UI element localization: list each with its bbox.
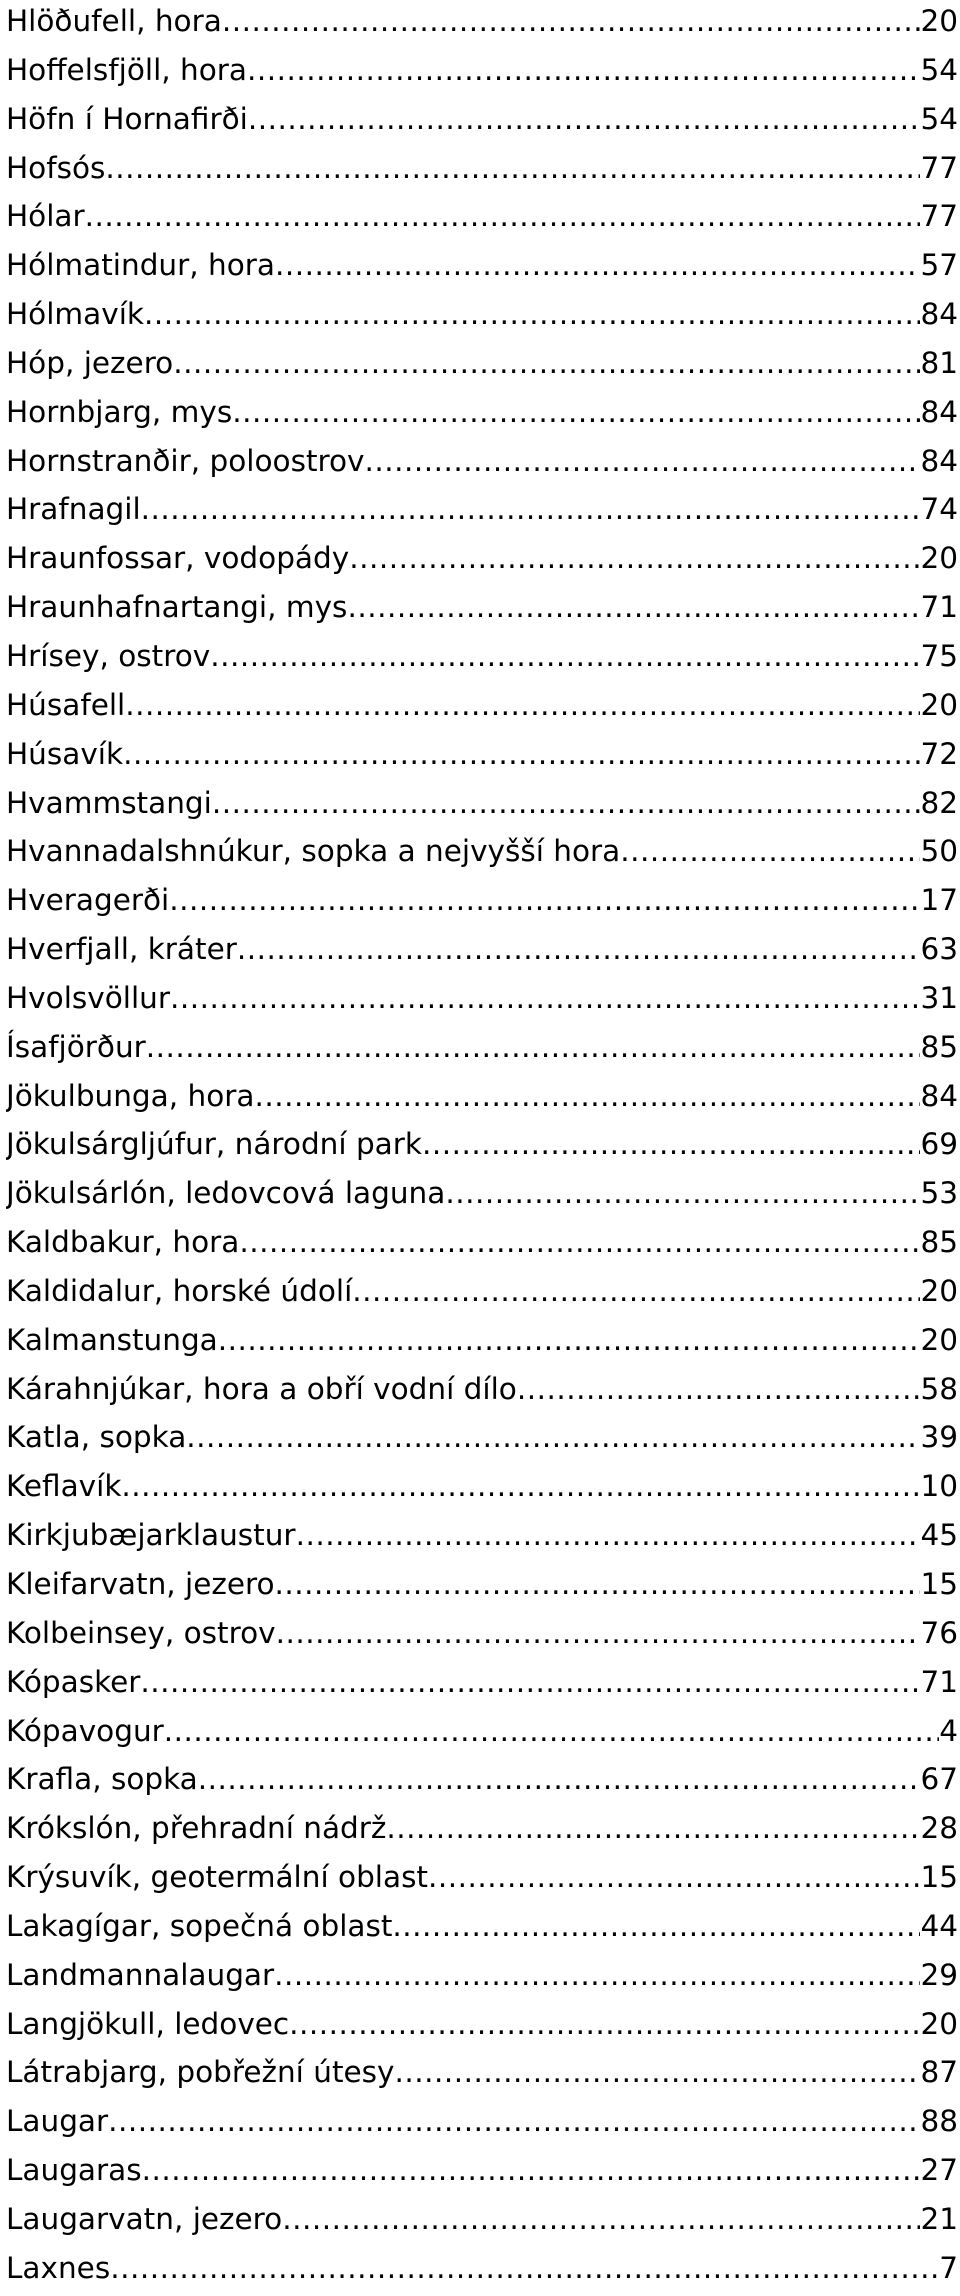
dot-leader bbox=[274, 1955, 920, 1995]
index-entry bbox=[6, 879, 958, 928]
entry-page-number: 77 bbox=[920, 199, 958, 234]
index-entry bbox=[6, 1319, 958, 1368]
entry-page-number: 72 bbox=[920, 736, 958, 771]
entry-page-number: 69 bbox=[920, 1127, 958, 1162]
dot-leader bbox=[123, 734, 920, 774]
entry-name: Jökulsárlón, ledovcová laguna bbox=[6, 1176, 446, 1211]
dot-leader bbox=[347, 587, 920, 627]
dot-leader bbox=[445, 1173, 920, 1213]
index-entry bbox=[6, 1368, 958, 1417]
entry-name: Keflavík bbox=[6, 1469, 122, 1504]
entry-name: Hofsós bbox=[6, 150, 106, 185]
entry-page-number: 28 bbox=[920, 1811, 958, 1846]
entry-page-number: 54 bbox=[920, 52, 958, 87]
entry-name: Krafla, sopka bbox=[6, 1762, 198, 1797]
dot-leader bbox=[210, 636, 920, 676]
entry-page-number: 54 bbox=[920, 101, 958, 136]
index-entry bbox=[6, 195, 958, 244]
index-entry bbox=[6, 488, 958, 537]
entry-page-number: 74 bbox=[920, 492, 958, 527]
entry-page-number: 31 bbox=[920, 980, 958, 1015]
dot-leader bbox=[365, 441, 921, 481]
index-entry bbox=[6, 1807, 958, 1856]
index-entry bbox=[6, 1416, 958, 1465]
index-entry bbox=[6, 586, 958, 635]
index-entry bbox=[6, 977, 958, 1026]
entry-name: Hvannadalshnúkur, sopka a nejvyšší hora bbox=[6, 834, 621, 869]
entry-name: Laugar bbox=[6, 2104, 109, 2139]
entry-name: Landmannalaugar bbox=[6, 1957, 275, 1992]
dot-leader bbox=[146, 1027, 921, 1067]
entry-page-number: 58 bbox=[920, 1371, 958, 1406]
index-entry bbox=[6, 782, 958, 831]
index-entry bbox=[6, 2100, 958, 2149]
index-entry bbox=[6, 244, 958, 293]
entry-page-number: 67 bbox=[920, 1762, 958, 1797]
entry-page-number: 81 bbox=[920, 345, 958, 380]
entry-page-number: 20 bbox=[920, 687, 958, 722]
entry-name: Langjökull, ledovec bbox=[6, 2006, 290, 2041]
entry-page-number: 71 bbox=[920, 590, 958, 625]
dot-leader bbox=[422, 1124, 920, 1164]
entry-name: Hólmatindur, hora bbox=[6, 248, 275, 283]
entry-name: Hoffelsfjöll, hora bbox=[6, 52, 247, 87]
index-entry bbox=[6, 1612, 958, 1661]
dot-leader bbox=[352, 1271, 920, 1311]
entry-name: Ísafjörður bbox=[6, 1029, 146, 1064]
entry-page-number: 84 bbox=[920, 443, 958, 478]
entry-name: Hólmavík bbox=[6, 297, 144, 332]
dot-leader bbox=[170, 978, 920, 1018]
entry-name: Jökulsárgljúfur, národní park bbox=[6, 1127, 422, 1162]
entry-page-number: 4 bbox=[939, 1713, 958, 1748]
entry-page-number: 21 bbox=[920, 2201, 958, 2236]
entry-name: Hveragerði bbox=[6, 883, 170, 918]
index-entry bbox=[6, 2247, 958, 2296]
dot-leader bbox=[173, 343, 920, 383]
entry-page-number: 71 bbox=[920, 1664, 958, 1699]
entry-page-number: 39 bbox=[920, 1420, 958, 1455]
entry-page-number: 10 bbox=[920, 1469, 958, 1504]
dot-leader bbox=[186, 1417, 920, 1457]
dot-leader bbox=[254, 1076, 920, 1116]
dot-leader bbox=[392, 1906, 920, 1946]
entry-name: Hóp, jezero bbox=[6, 345, 174, 380]
entry-name: Laugaras bbox=[6, 2153, 142, 2188]
index-entry bbox=[6, 49, 958, 98]
dot-leader bbox=[140, 1662, 920, 1702]
index-entry bbox=[6, 1710, 958, 1759]
entry-name: Höfn í Hornafirði bbox=[6, 101, 248, 136]
entry-name: Húsafell bbox=[6, 687, 126, 722]
index-entry bbox=[6, 342, 958, 391]
entry-page-number: 63 bbox=[920, 932, 958, 967]
index-entry bbox=[6, 684, 958, 733]
dot-leader bbox=[239, 1222, 920, 1262]
dot-leader bbox=[85, 196, 921, 236]
entry-page-number: 75 bbox=[920, 638, 958, 673]
index-entry bbox=[6, 1514, 958, 1563]
dot-leader bbox=[142, 2150, 921, 2190]
index-entry bbox=[6, 830, 958, 879]
dot-leader bbox=[349, 538, 920, 578]
dot-leader bbox=[198, 1759, 921, 1799]
entry-name: Laxnes bbox=[6, 2250, 111, 2285]
entry-name: Hvammstangi bbox=[6, 785, 212, 820]
entry-page-number: 88 bbox=[920, 2104, 958, 2139]
index-entry bbox=[6, 1758, 958, 1807]
entry-page-number: 45 bbox=[920, 1518, 958, 1553]
dot-leader bbox=[237, 929, 921, 969]
entry-name: Kalmanstunga bbox=[6, 1322, 218, 1357]
entry-name: Hverfjall, kráter bbox=[6, 932, 237, 967]
entry-name: Laugarvatn, jezero bbox=[6, 2201, 283, 2236]
entry-name: Kópavogur bbox=[6, 1713, 164, 1748]
dot-leader bbox=[386, 1808, 920, 1848]
dot-leader bbox=[212, 783, 921, 823]
entry-name: Kirkjubæjarklaustur bbox=[6, 1518, 296, 1553]
dot-leader bbox=[620, 831, 920, 871]
index-entry bbox=[6, 928, 958, 977]
dot-leader bbox=[395, 2052, 921, 2092]
entry-page-number: 57 bbox=[920, 248, 958, 283]
index-entry bbox=[6, 1026, 958, 1075]
entry-name: Kleifarvatn, jezero bbox=[6, 1567, 275, 1601]
index-entry bbox=[6, 98, 958, 147]
index-entry bbox=[6, 2149, 958, 2198]
dot-leader bbox=[247, 50, 920, 90]
entry-page-number: 77 bbox=[920, 150, 958, 185]
dot-leader bbox=[144, 294, 920, 334]
entry-name: Hornbjarg, mys bbox=[6, 394, 233, 429]
dot-leader bbox=[232, 392, 920, 432]
entry-name: Katla, sopka bbox=[6, 1420, 187, 1455]
entry-page-number: 20 bbox=[920, 541, 958, 576]
index-entry bbox=[6, 1465, 958, 1514]
entry-page-number: 20 bbox=[920, 4, 958, 38]
index-entry bbox=[6, 537, 958, 586]
entry-page-number: 50 bbox=[920, 834, 958, 869]
entry-page-number: 87 bbox=[920, 2055, 958, 2090]
entry-page-number: 82 bbox=[920, 785, 958, 820]
entry-page-number: 85 bbox=[920, 1029, 958, 1064]
entry-name: Lakagígar, sopečná oblast bbox=[6, 1908, 393, 1943]
entry-page-number: 76 bbox=[920, 1615, 958, 1650]
entry-page-number: 20 bbox=[920, 1322, 958, 1357]
index-entry bbox=[6, 391, 958, 440]
dot-leader bbox=[105, 148, 920, 188]
entry-name: Kárahnjúkar, hora a obří vodní dílo bbox=[6, 1371, 517, 1406]
entry-page-number: 44 bbox=[920, 1908, 958, 1943]
index-entry bbox=[6, 0, 958, 49]
dot-leader bbox=[275, 1564, 921, 1604]
dot-leader bbox=[169, 880, 920, 920]
dot-leader bbox=[517, 1369, 921, 1409]
entry-page-number: 20 bbox=[920, 1273, 958, 1308]
entry-page-number: 15 bbox=[920, 1860, 958, 1895]
entry-name: Hornstranðir, poloostrov bbox=[6, 443, 365, 478]
dot-leader bbox=[121, 1466, 920, 1506]
index-entry bbox=[6, 293, 958, 342]
dot-leader bbox=[218, 1320, 921, 1360]
entry-name: Hólar bbox=[6, 199, 85, 234]
entry-name: Hlöðufell, hora bbox=[6, 4, 222, 38]
dot-leader bbox=[222, 1, 921, 41]
index-entry bbox=[6, 147, 958, 196]
index-list bbox=[6, 0, 958, 2296]
index-entry bbox=[6, 1954, 958, 2003]
dot-leader bbox=[282, 2199, 920, 2239]
index-entry bbox=[6, 2051, 958, 2100]
index-entry bbox=[6, 1905, 958, 1954]
index-entry bbox=[6, 1661, 958, 1710]
index-entry bbox=[6, 733, 958, 782]
entry-page-number: 17 bbox=[920, 883, 958, 918]
index-entry bbox=[6, 2003, 958, 2052]
entry-name: Kópasker bbox=[6, 1664, 141, 1699]
dot-leader bbox=[164, 1711, 939, 1751]
entry-page-number: 20 bbox=[920, 2006, 958, 2041]
entry-page-number: 53 bbox=[920, 1176, 958, 1211]
index-entry bbox=[6, 440, 958, 489]
index-entry bbox=[6, 1172, 958, 1221]
dot-leader bbox=[141, 489, 921, 529]
index-entry bbox=[6, 2198, 958, 2247]
dot-leader bbox=[276, 1613, 921, 1653]
entry-name: Krýsuvík, geotermální oblast bbox=[6, 1860, 429, 1895]
entry-page-number: 27 bbox=[920, 2153, 958, 2188]
index-entry bbox=[6, 1075, 958, 1124]
index-entry bbox=[6, 1221, 958, 1270]
entry-name: Látrabjarg, pobřežní útesy bbox=[6, 2055, 395, 2090]
entry-page-number: 15 bbox=[920, 1567, 958, 1601]
entry-name: Kolbeinsey, ostrov bbox=[6, 1615, 276, 1650]
dot-leader bbox=[110, 2248, 939, 2288]
dot-leader bbox=[275, 245, 920, 285]
entry-page-number: 84 bbox=[920, 297, 958, 332]
dot-leader bbox=[296, 1515, 921, 1555]
entry-name: Hraunhafnartangi, mys bbox=[6, 590, 348, 625]
dot-leader bbox=[125, 685, 920, 725]
index-entry bbox=[6, 1563, 958, 1612]
index-entry bbox=[6, 1856, 958, 1905]
entry-name: Hrafnagil bbox=[6, 492, 141, 527]
entry-page-number: 29 bbox=[920, 1957, 958, 1992]
entry-page-number: 85 bbox=[920, 1225, 958, 1260]
entry-page-number: 84 bbox=[920, 1078, 958, 1113]
index-entry bbox=[6, 1270, 958, 1319]
entry-name: Krókslón, přehradní nádrž bbox=[6, 1811, 387, 1846]
index-entry bbox=[6, 635, 958, 684]
entry-page-number: 84 bbox=[920, 394, 958, 429]
dot-leader bbox=[289, 2004, 920, 2044]
entry-name: Hvolsvöllur bbox=[6, 980, 170, 1015]
dot-leader bbox=[108, 2101, 920, 2141]
entry-name: Hrísey, ostrov bbox=[6, 638, 211, 673]
entry-page-number: 7 bbox=[939, 2250, 958, 2285]
index-entry bbox=[6, 1123, 958, 1172]
dot-leader bbox=[248, 99, 921, 139]
entry-name: Kaldbakur, hora bbox=[6, 1225, 240, 1260]
entry-name: Húsavík bbox=[6, 736, 124, 771]
dot-leader bbox=[428, 1857, 920, 1897]
entry-name: Kaldidalur, horské údolí bbox=[6, 1273, 353, 1308]
entry-name: Jökulbunga, hora bbox=[6, 1078, 255, 1113]
entry-name: Hraunfossar, vodopády bbox=[6, 541, 350, 576]
